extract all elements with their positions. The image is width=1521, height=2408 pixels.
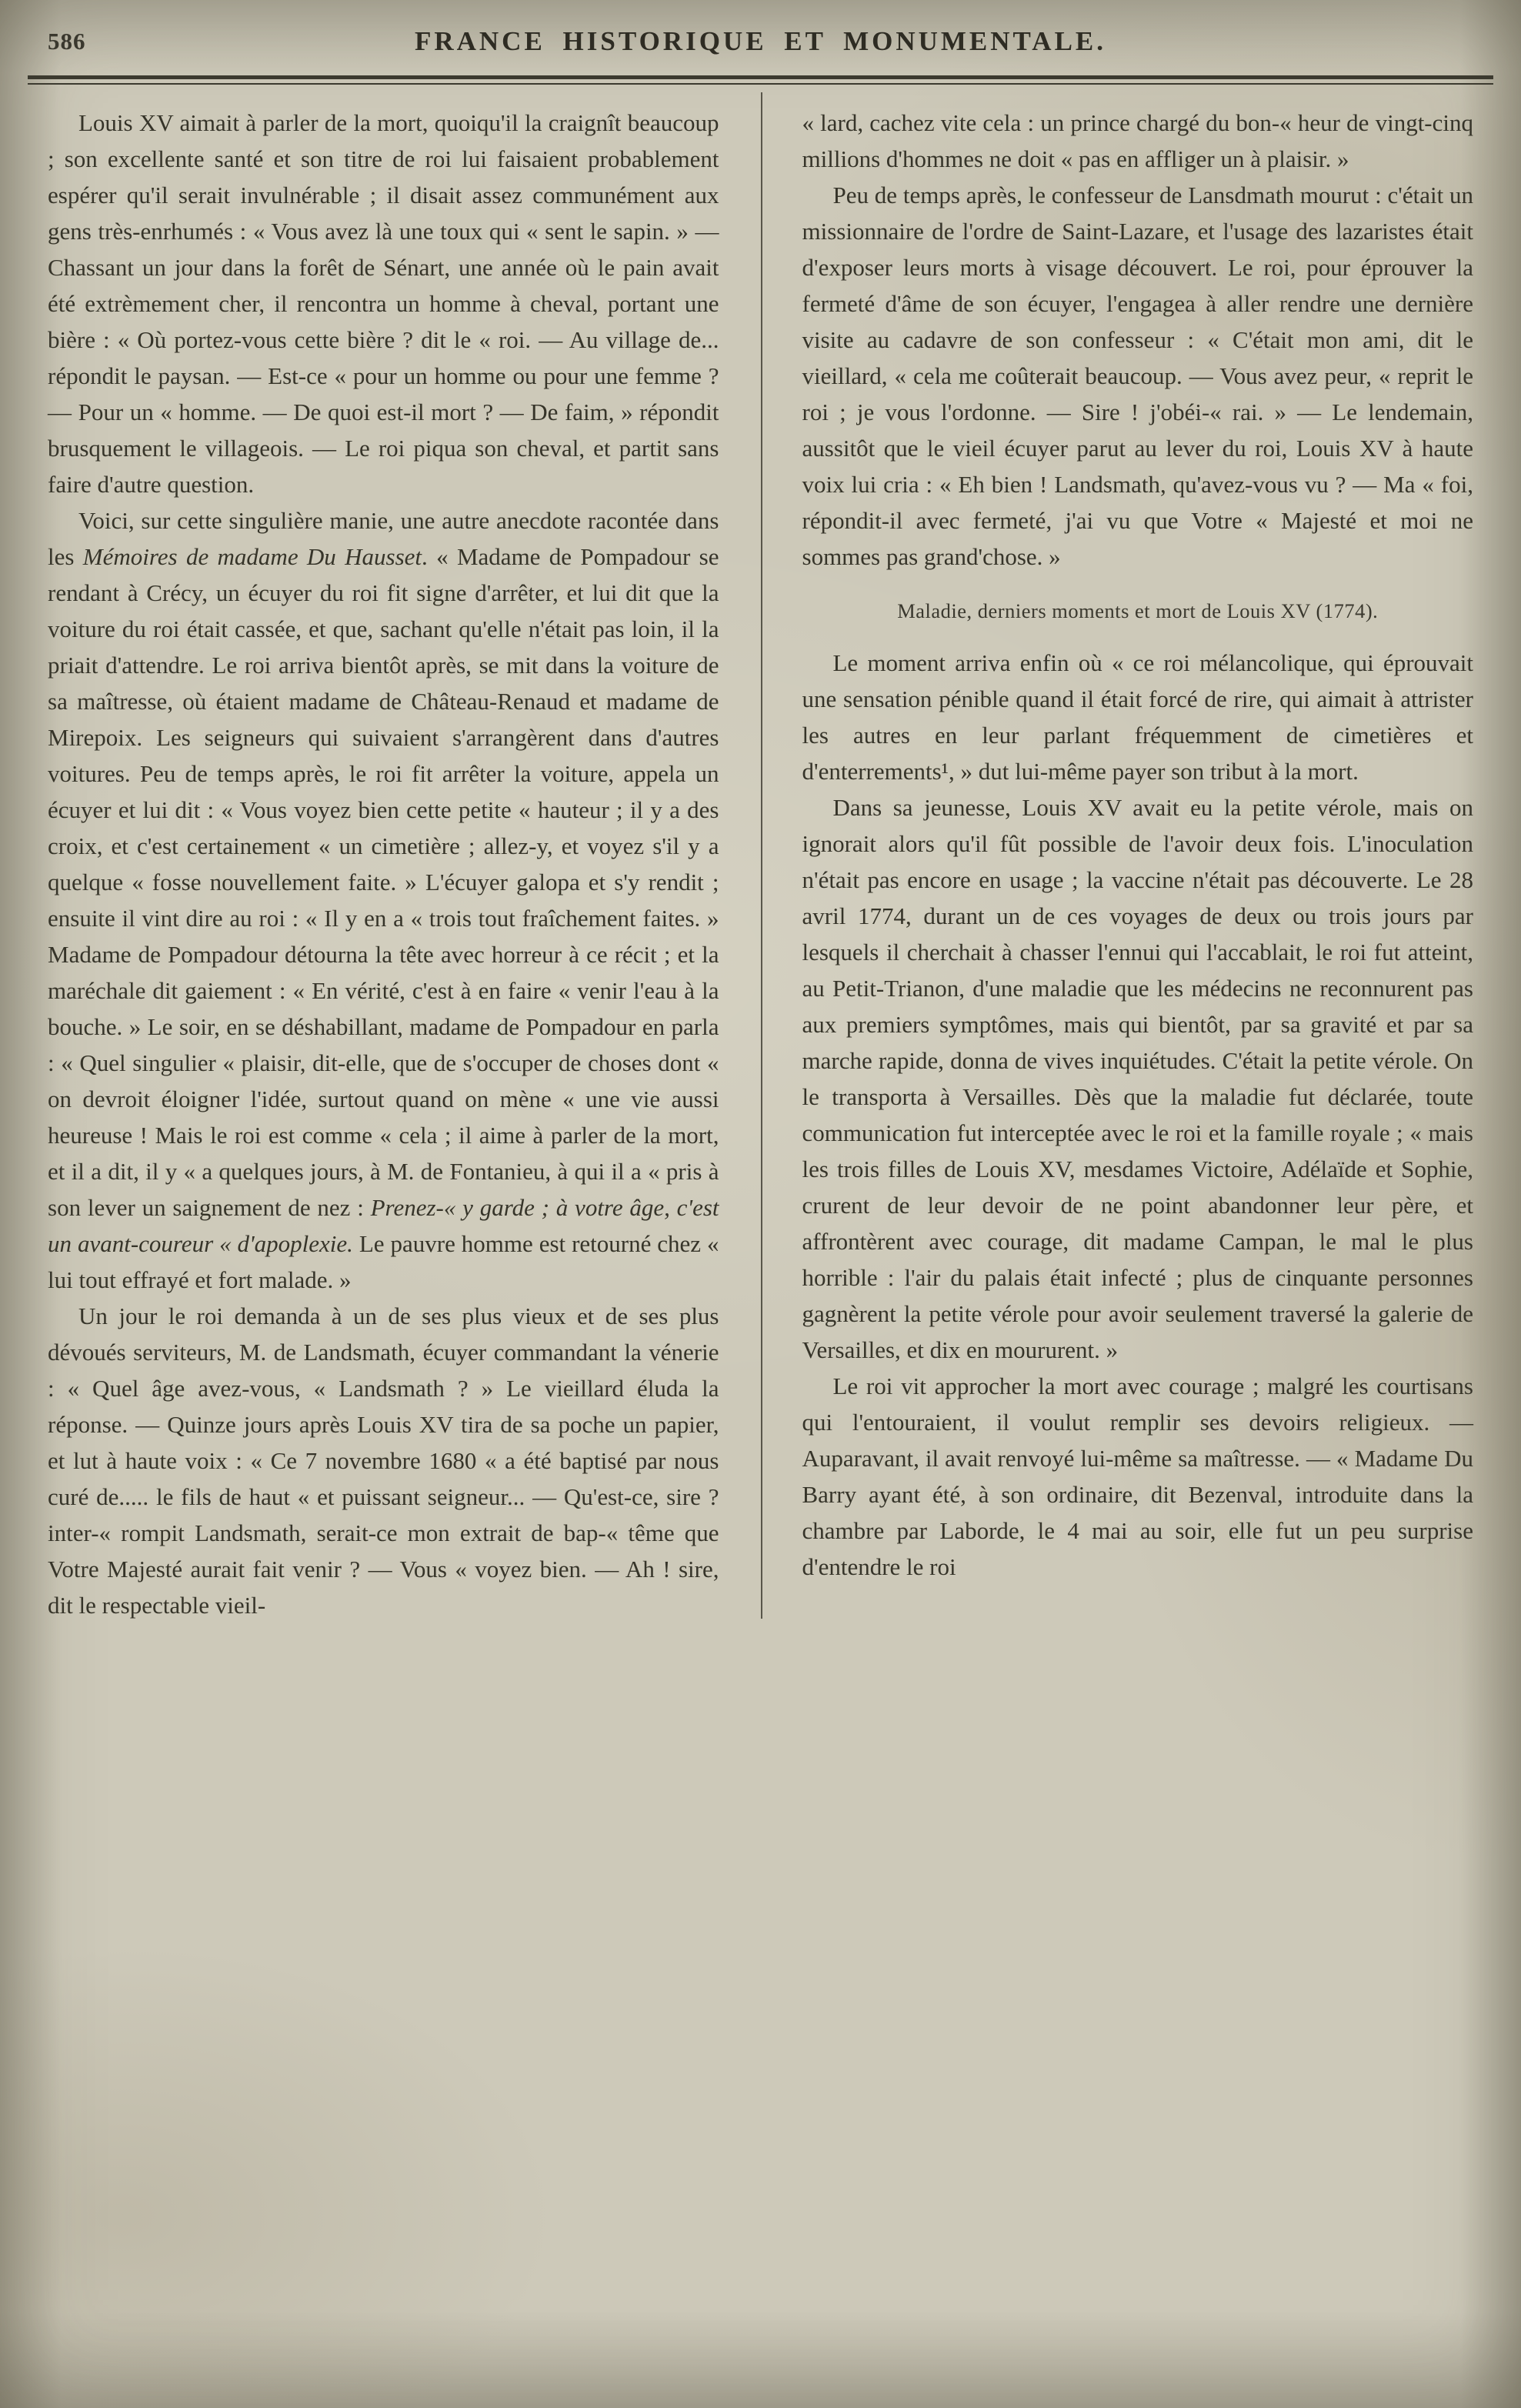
left-column [48,105,761,1623]
italic-text-run: Prenez-« y garde ; à votre âge, c'est un avant-coureur « d'apoplexie. [48,1194,719,1257]
text-run: Le roi vit approcher la mort avec courage ; malgré les courtisans qui l'entouraient, il voulut remplir ses devoirs religieux. — Auparavant, il avait renvoyé lui-même sa maîtresse. — « Madame Du Barry ayant été, à son ordinaire, dit Bezenval, introduite dans la chambre par Laborde, le 4 mai au soir, elle fut un peu surprise d'entendre le roi [802,1372,1473,1580]
page-header [0,0,1521,66]
text-run: Un jour le roi demanda à un de ses plus vieux et de ses plus dévoués serviteurs, M. de Landsmath, écuyer commandant la vénerie : « Quel âge avez-vous, « Landsmath ? » Le vieillard éluda la réponse. — Quinze jours après Louis XV tira de sa poche un papier, et lut à haute voix : « Ce 7 novembre 1680 « a été baptisé par nous curé de..... le fils de haut « et puissant seigneur... — Qu'est-ce, sire ? inter-« rompit Landsmath, serait-ce mon extrait de bap-« tême que Votre Majesté aurait fait venir ? — Vous « voyez bien. — Ah ! sire, dit le respectable vieil- [48,1302,719,1619]
text-run: Dans sa jeunesse, Louis XV avait eu la petite vérole, mais on ignorait alors qu'il fût possible de l'avoir deux fois. L'inoculation n'était pas encore en usage ; la vaccine n'était pas découverte. Le 28 avril 1774, durant un de ces voyages de deux ou trois jours par lesquels il cherchait à chasser l'ennui qui l'accablait, le roi fut atteint, au Petit-Trianon, d'une maladie que les médecins ne reconnurent pas aux premiers symptômes, mais qui bientôt, par sa gravité et par sa marche rapide, donna de vives inquiétudes. C'était la petite vérole. On le transporta à Versailles. Dès que la maladie fut déclarée, toute communication fut interceptée avec le roi et la famille royale ; « mais les trois filles de Louis XV, mesdames Victoire, Adélaïde et Sophie, crurent de leur devoir de ne point abandonner leur père, et affrontèrent avec courage, dit madame Campan, le mal le plus horrible : l'air du palais était infecté ; plus de cinquante personnes gagnèrent la petite vérole pour avoir seulement traversé la galerie de Versailles, et dix en moururent. » [802,794,1473,1363]
text-run: Voici, sur cette singulière manie, une autre anecdote racontée dans les [48,507,719,570]
paragraph [802,177,1474,575]
paragraph [48,1298,719,1623]
italic-text-run: Mémoires de madame Du Hausset [82,543,422,570]
header-double-rule [28,75,1493,85]
right-column [761,105,1474,1623]
text-run: Peu de temps après, le confesseur de Lansdmath mourut : c'était un missionnaire de l'ordre de Saint-Lazare, et l'usage des lazaristes était d'exposer leurs morts à visage découvert. Le roi, pour éprouver la fermeté d'âme de son écuyer, l'engagea à aller rendre une dernière visite au cadavre de son confesseur : « C'était mon ami, dit le vieillard, « cela me coûterait beaucoup. — Vous avez peur, « reprit le roi ; je vous l'ordonne. — Sire ! j'obéi-« rai. » — Le lendemain, aussitôt que le vieil écuyer parut au lever du roi, Louis XV à haute voix lui cria : « Eh bien ! Landsmath, qu'avez-vous vu ? — Ma « foi, répondit-il avec fermeté, j'ai vu que Votre « Majesté et moi ne sommes pas grand'chose. » [802,182,1473,570]
page-number: 586 [48,28,86,55]
right-column-top [802,105,1474,575]
page-title: FRANCE HISTORIQUE ET MONUMENTALE. [414,26,1107,56]
paragraph [802,645,1474,789]
section-heading: Maladie, derniers moments et mort de Louis XV (1774). [897,599,1379,622]
right-column-bottom [802,645,1474,1585]
paragraph [48,105,719,502]
paragraph [802,105,1474,177]
text-run: « lard, cachez vite cela : un prince chargé du bon-« heur de vingt-cinq millions d'hommes ne doit « pas en affliger un à plaisir. » [802,109,1473,172]
text-run: Louis XV aimait à parler de la mort, quoiqu'il la craignît beaucoup ; son excellente santé et son titre de roi lui faisaient probablement espérer qu'il serait invulnérable ; il disait assez communément aux gens très-enrhumés : « Vous avez là une toux qui « sent le sapin. » — Chassant un jour dans la forêt de Sénart, une année où le pain avait été extrèmement cher, il rencontra un homme à cheval, portant une bière : « Où portez-vous cette bière ? dit le « roi. — Au village de... répondit le paysan. — Est-ce « pour un homme ou pour une femme ? — Pour un « homme. — De quoi est-il mort ? — De faim, » répondit brusquement le villageois. — Le roi piqua son cheval, et partit sans faire d'autre question. [48,109,719,498]
text-columns [0,85,1521,1654]
paragraph [802,1368,1474,1585]
paragraph [48,502,719,1298]
paragraph [802,789,1474,1368]
column-divider [761,92,762,1619]
text-run: Le moment arriva enfin où « ce roi mélancolique, qui éprouvait une sensation pénible quand il était forcé de rire, qui aimait à attrister les autres en leur parlant fréquemment de cimetières et d'enterrements¹, » dut lui-même payer son tribut à la mort. [802,649,1473,785]
text-run: . « Madame de Pompadour se rendant à Crécy, un écuyer du roi fit signe d'arrêter, et lui dit que la voiture du roi était cassée, et que, sachant qu'elle n'était pas loin, il la priait d'attendre. Le roi arriva bientôt après, se mit dans la voiture de sa maîtresse, où étaient madame de Château-Renaud et madame de Mirepoix. Les seigneurs qui suivaient s'arrangèrent dans d'autres voitures. Peu de temps après, le roi fit arrêter la voiture, appela un écuyer et lui dit : « Vous voyez bien cette petite « hauteur ; il y a des croix, et c'est certainement « un cimetière ; allez-y, et voyez s'il y a quelque « fosse nouvellement faite. » L'écuyer galopa et s'y rendit ; ensuite il vint dire au roi : « Il y en a « trois tout fraîchement faites. » Madame de Pompadour détourna la tête avec horreur à ce récit ; et la maréchale dit gaiement : « En vérité, c'est à en faire « venir l'eau à la bouche. » Le soir, en se déshabillant, madame de Pompadour en parla : « Quel singulier « plaisir, dit-elle, que de s'occuper de choses dont « on devroit éloigner l'idée, surtout quand on mène « une vie aussi heureuse ! Mais le roi est comme « cela ; il aime à parler de la mort, et il a dit, il y « a quelques jours, à M. de Fontanieu, à qui il a « pris à son lever un saignement de nez : [48,543,719,1221]
text-run: Le pauvre homme est retourné chez « lui tout effrayé et fort malade. » [48,1230,719,1293]
